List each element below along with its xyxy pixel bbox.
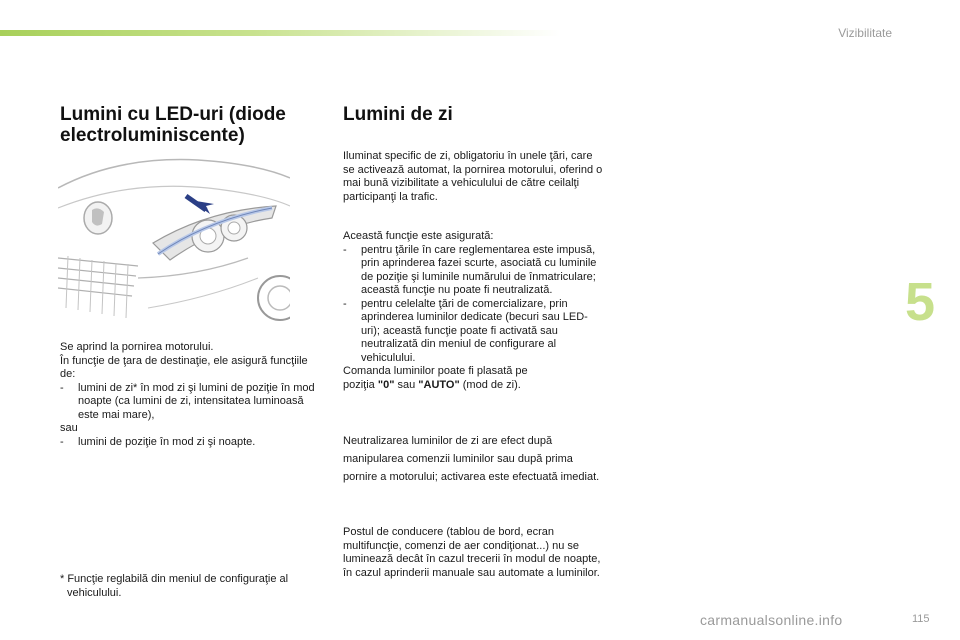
daytime-para-1: Iluminat specific de zi, obligatoriu în unele ţări, care se activează automat, la pornirea motorului, oferind o mai bună vizibilitate a vehiculului de către ceilalţi participanţi la trafic. [343, 150, 603, 203]
dashboard-note: Postul de conducere (tablou de bord, ecran multifuncţie, comenzi de aer condiţionat...) nu se luminează decât în cazul trecerii în modul de noapte, în cazul aprinderii manuale sau automate a luminilor. [343, 526, 601, 579]
command-line-2: poziţia "0" sau "AUTO" (mod de zi). [343, 378, 521, 391]
list-item: - pentru ţările în care reglementarea este impusă, prin aprinderea fazei scurte, asociată cu luminile de poziţie şi luminile numărului de înmatriculare; această funcţie nu poate fi neutralizată. [343, 244, 605, 298]
led-item-1: lumini de zi* în mod zi şi lumini de poziţie în mod noapte (ca lumini de zi, intensitatea luminoasă este mai mare), [78, 381, 315, 421]
chapter-number: 5 [905, 272, 936, 332]
header-accent-bar [0, 30, 560, 36]
function-item-2: pentru celelalte ţări de comercializare, prin aprinderea luminilor dedicate (becuri sau LED-uri); această funcţie poate fi activată sau neutralizată din meniul de configurare al vehiculului. [361, 297, 588, 364]
command-line-1: Comanda luminilor poate fi plasată pe [343, 365, 528, 377]
led-intro-1: Se aprind la pornirea motorului. [60, 341, 214, 353]
list-item: - lumini de poziţie în mod zi şi noapte. [60, 436, 322, 450]
list-item: - pentru celelalte ţări de comercializare, prin aprinderea luminilor dedicate (becuri sau LED-uri); această funcţie poate fi activată sau neutralizată din meniul de configurare al vehiculului. [343, 298, 605, 366]
section-title: Vizibilitate [838, 26, 892, 40]
daytime-heading: Lumini de zi [343, 104, 453, 125]
daytime-functions [343, 230, 605, 392]
watermark: carmanualsonline.info [700, 612, 843, 628]
headlight-illustration [58, 148, 290, 325]
function-item-1: pentru ţările în care reglementarea este impusă, prin aprinderea fazei scurte, asociată cu luminile de poziţie şi luminile numărului de înmatriculare; această funcţie nu poate fi neutralizată. [361, 243, 597, 296]
list-item: - lumini de zi* în mod zi şi lumini de poziţie în mod noapte (ca lumini de zi, intensitatea luminoasă este mai mare), [60, 382, 322, 423]
footnote: * Funcţie reglabilă din meniul de configuraţie al vehiculului. [60, 573, 289, 599]
led-heading: Lumini cu LED-uri (diode electroluminiscente) [60, 104, 286, 146]
position-zero: "0" [377, 378, 395, 391]
functions-intro: Această funcţie este asigurată: [343, 230, 494, 242]
page-number: 115 [912, 613, 930, 625]
led-intro-2: În funcţie de ţara de destinaţie, ele asigură funcţiile de: [60, 354, 308, 380]
position-auto: "AUTO" [418, 378, 460, 391]
led-description [60, 341, 322, 449]
neutralize-note: Neutralizarea luminilor de zi are efect după manipularea comenzii luminilor sau după prima pornire a motorului; activarea este efectuată imediat. [343, 435, 600, 483]
led-item-2: lumini de poziţie în mod zi şi noapte. [78, 435, 256, 448]
led-or: sau [60, 422, 78, 434]
